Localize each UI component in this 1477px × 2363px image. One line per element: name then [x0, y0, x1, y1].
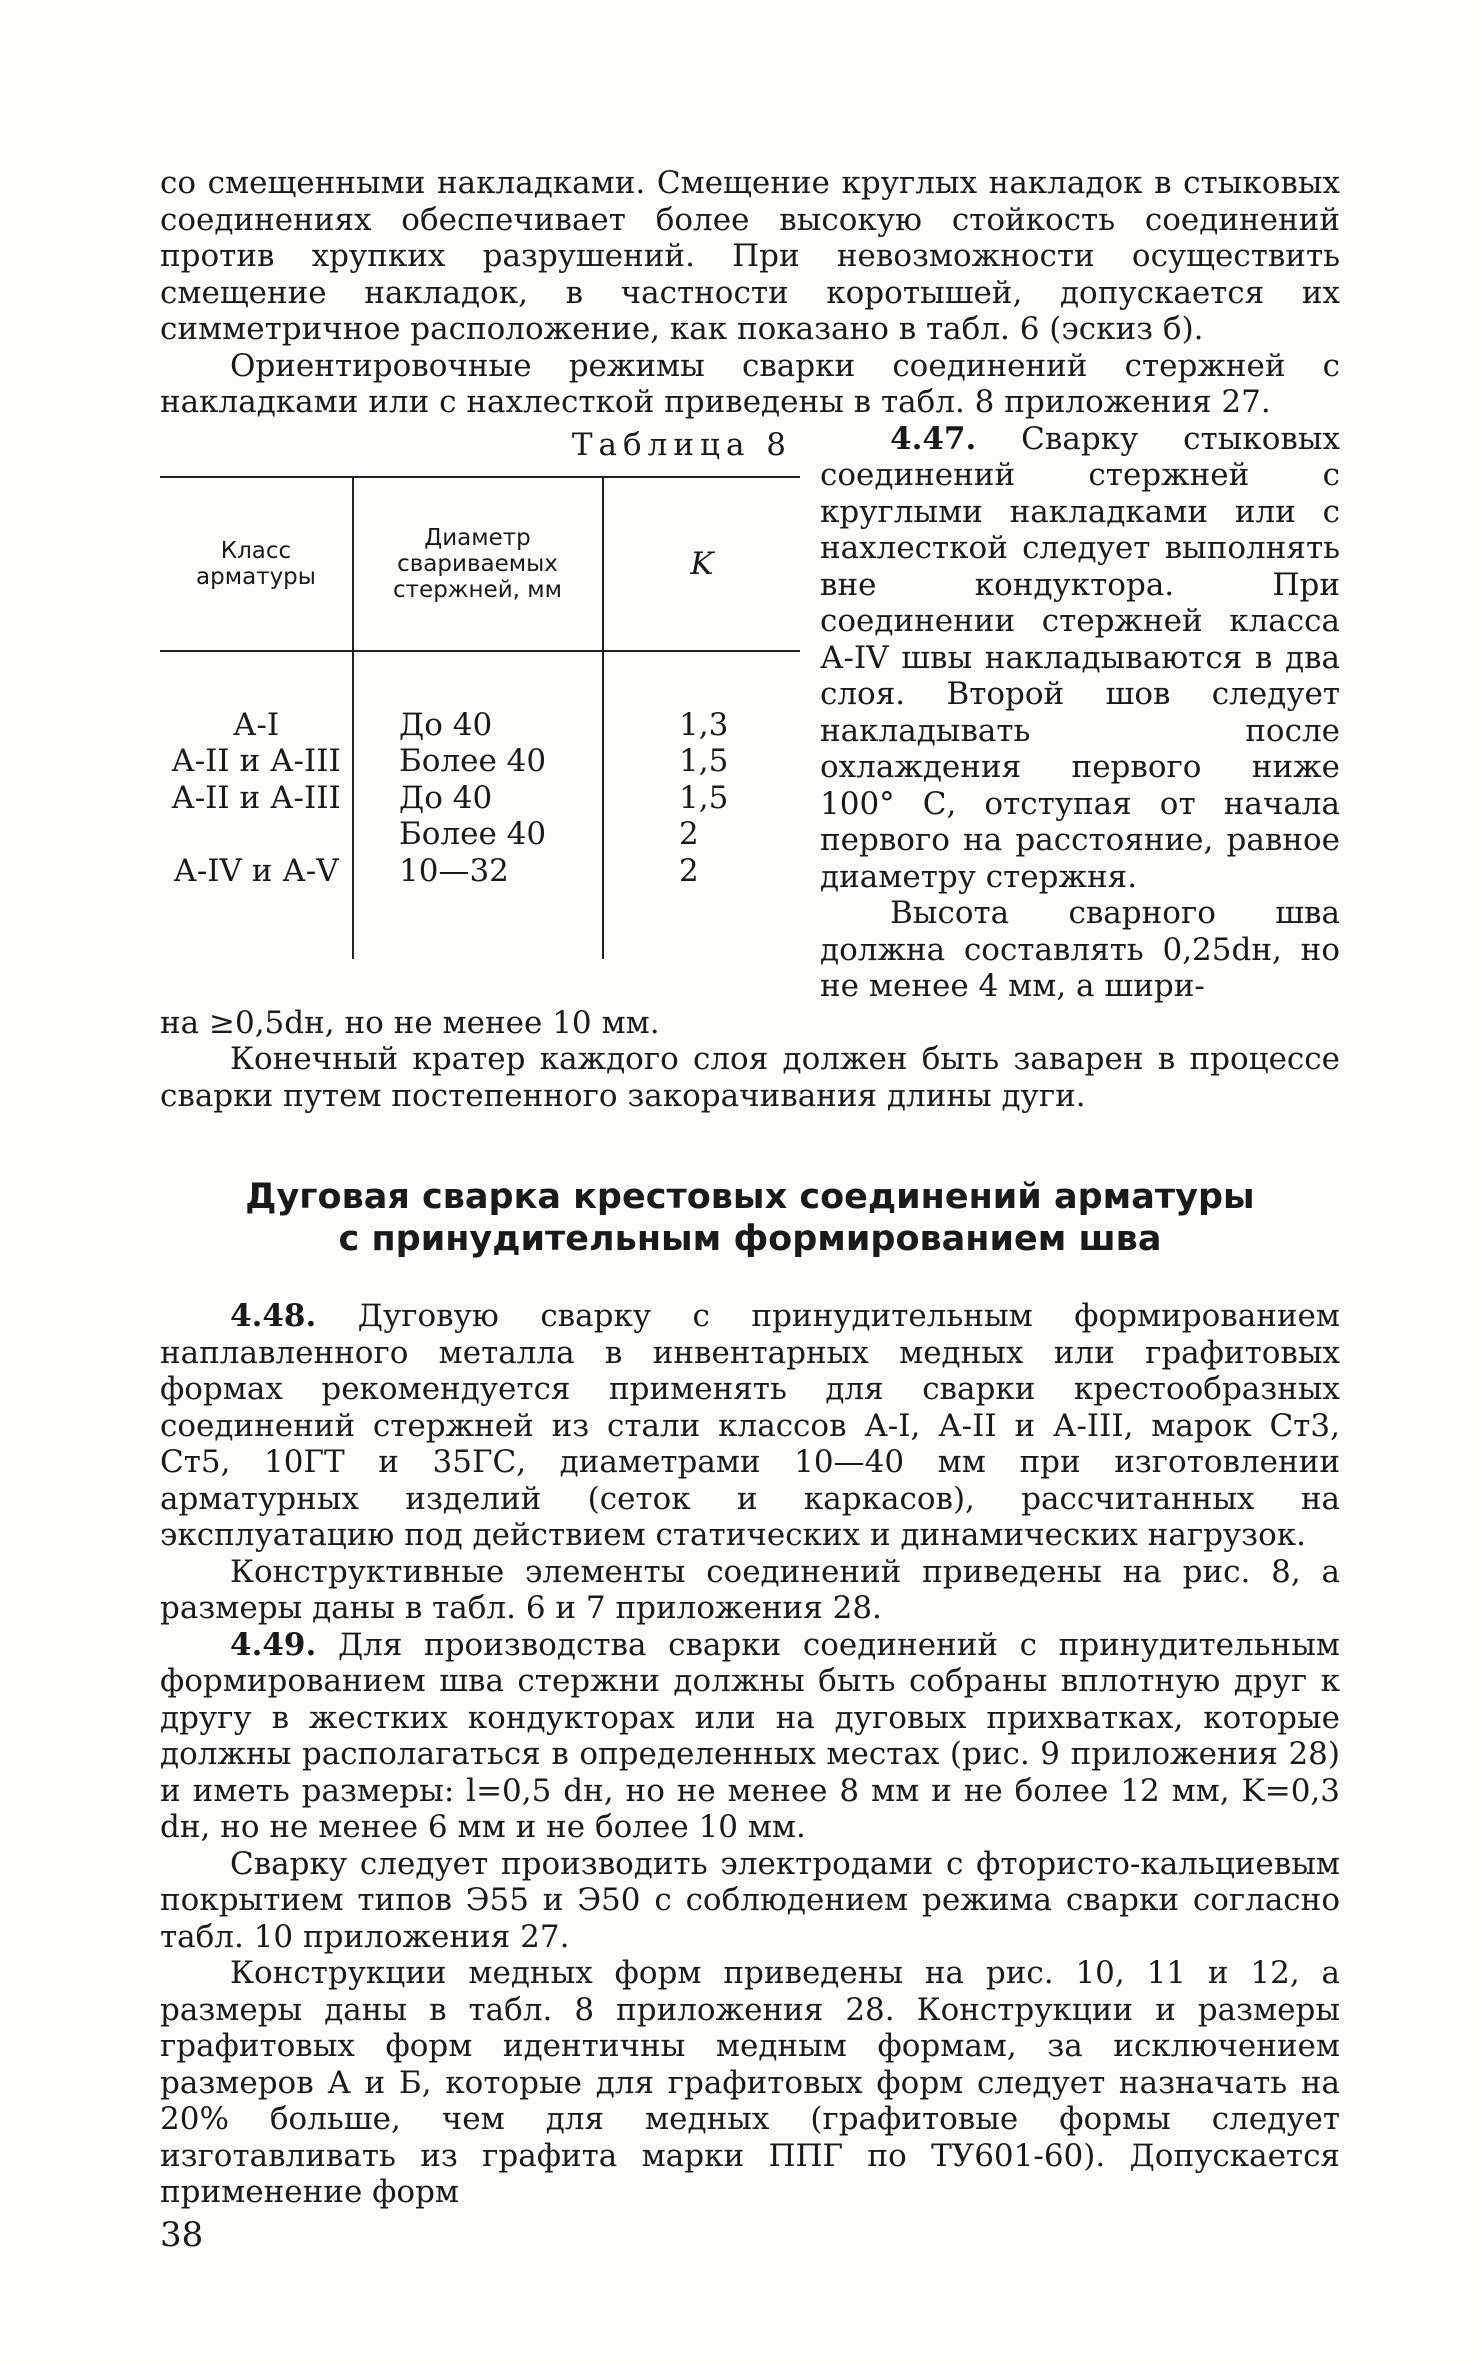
section-number: 4.47. [890, 420, 977, 457]
paragraph-width: на ≥0,5dн, но не менее 10 мм. [160, 1004, 660, 1041]
cell-class: А-IV и А-V [173, 852, 339, 889]
header-k: K [690, 545, 714, 582]
table-caption: Таблица 8 [571, 426, 792, 463]
paragraph-electrodes: Сварку следует производить электродами с фтористо-кальциевым покрытием типов Э55 и Э50 с соблюдением режима сварки согласно табл. 10 приложения 27. [160, 1845, 1340, 1955]
heading-line-1: Дуговая сварка крестовых соединений арматуры [245, 1177, 1255, 1217]
cell-k: 1,5 [679, 743, 729, 779]
cell-diameter: Более 40 [399, 743, 547, 779]
paragraph-4-47 [820, 421, 1340, 896]
table-grid [160, 476, 800, 960]
cell-k: 1,3 [679, 706, 729, 743]
header-class: Класс арматуры [160, 477, 353, 651]
section-number: 4.48. [230, 1298, 317, 1334]
cell-class: А-II и А-III [171, 743, 341, 779]
page-body [160, 165, 1340, 2211]
paragraph-crater: Конечный кратер каждого слоя должен быть заварен в процессе сварки путем постепенного закорачивания длины дуги. [160, 1041, 1340, 1114]
heading-line-2: с принудительным формированием шва [338, 1219, 1162, 1259]
cell-class: А-I [232, 706, 280, 743]
cell-k: 2 [679, 816, 699, 852]
paragraph-4-48-text: Дуговую сварку с принудительным формированием наплавленного металла в инвентарных медных или графитовых формах рекомендуется применять для сварки крестообразных соединений стержней из стали классов А-I, А-II и А-III, марок Ст3, Ст5, 10ГТ и 35ГС, диаметрами 10—40 мм при изготовлении арматурных изделий (сеток и каркасов), рассчитанных на эксплуатацию под действием статических и динамических нагрузок. [160, 1298, 1340, 1553]
side-text-column [820, 421, 1340, 1005]
table-section [160, 421, 1340, 1005]
paragraph-modes: Ориентировочные режимы сварки соединений стержней с накладками или с нахлесткой приведены в табл. 8 приложения 27. [160, 347, 1340, 420]
paragraph-4-47-text: Сварку стыковых соединений стержней с круглыми накладками или с нахлесткой следует выполнять вне кондуктора. При соединении стержней класса А-IV швы накладываются в два слоя. Второй шов следует накладывать после охлаждения первого ниже 100° С, отступая от начала первого на расстояние, равное диаметру стержня. [820, 420, 1340, 895]
paragraph-4-48 [160, 1298, 1340, 1554]
diameter-column [353, 651, 603, 960]
cell-diameter: 10—32 [399, 852, 509, 889]
paragraph-elements: Конструктивные элементы соединений приведены на рис. 8, а размеры даны в табл. 6 и 7 приложения 28. [160, 1553, 1340, 1626]
cell-diameter: Более 40 [399, 816, 547, 852]
table-row [160, 651, 800, 960]
table-8 [160, 421, 800, 1005]
header-diameter: Диаметр свариваемых стержней, мм [353, 477, 603, 651]
table-header-row [160, 477, 800, 651]
k-column [603, 651, 800, 960]
paragraph-height: Высота сварного шва должна составлять 0,25dн, но не менее 4 мм, а шири- [820, 895, 1340, 1004]
cell-k: 2 [679, 852, 699, 889]
section-number: 4.49. [230, 1626, 317, 1663]
paragraph-forms: Конструкции медных форм приведены на рис. 10, 11 и 12, а размеры даны в табл. 8 приложения 28. Конструкции и размеры графитовых форм идентичны медным формам, за исключением размеров А и Б, которые для графитовых форм следует назначать на 20% больше, чем для медных (графитовые формы следует изготавливать из графита марки ППГ по ТУ601-60). Допускается применение форм [160, 1955, 1340, 2210]
cell-k: 1,5 [679, 779, 729, 816]
paragraph-4-49-text: Для производства сварки соединений с принудительным формированием шва стержни должны быть собраны вплотную друг к другу в жестких кондукторах или на дуговых прихватках, которые должны располагаться в определенных местах (рис. 9 приложения 28) и иметь размеры: l=0,5 dн, но не менее 8 мм и не более 12 мм, K=0,3 dн, но не менее 6 мм и не более 10 мм. [160, 1626, 1341, 1845]
cell-class [161, 816, 351, 853]
page-number: 38 [160, 2215, 204, 2255]
paragraph-4-49 [160, 1627, 1340, 1846]
section-heading [160, 1176, 1340, 1260]
cell-diameter: До 40 [399, 779, 493, 816]
cell-diameter: До 40 [399, 706, 493, 743]
class-column [160, 651, 353, 960]
paragraph-intro: со смещенными накладками. Смещение круглых накладок в стыковых соединениях обеспечивает более высокую стойкость соединений против хрупких разрушений. При невозможности осуществить смещение накладок, в частности коротышей, допускается их симметричное расположение, как показано в табл. 6 (эскиз б). [160, 165, 1340, 347]
cell-class: А-II и А-III [171, 779, 341, 816]
